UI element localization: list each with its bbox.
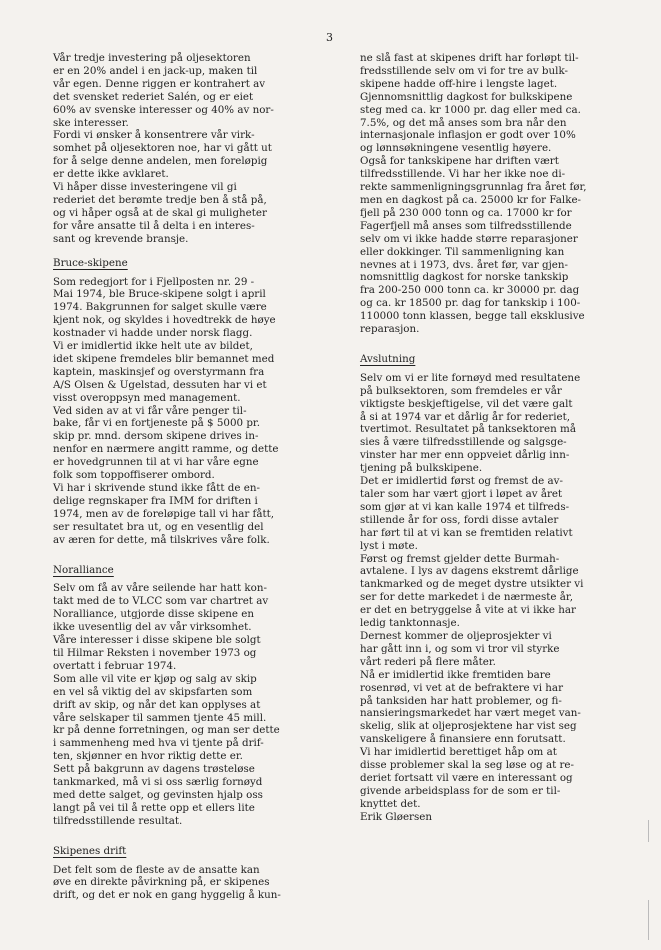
section-heading-noralliance: Noralliance xyxy=(53,563,114,576)
paragraph: Vår tredje investering på oljesektoren er en 20% andel i en jack-up, maken til vår egen. Denne riggen er kontrahert av det svensket rederiet Salén, og er eiet 60% av svenske interesser og 40% av nor- ske interesser. xyxy=(53,52,274,129)
paragraph: Sett på bakgrunn av dagens trøsteløse tankmarked, må vi si oss særlig fornøyd med dette salget, og gevinsten hjalp oss langt på vei til å rette opp et ellers lite tilfredsstillende resultat. xyxy=(53,763,263,827)
paragraph: Det er imidlertid først og fremst de av- taler som har vært gjort i løpet av året som gjør at vi kan kalle 1974 et tilfreds- stillende år for oss, fordi disse avtaler har ført til at vi kan se fremtiden relativt lyst i møte. xyxy=(360,475,573,552)
paragraph: Vi er imidlertid ikke helt ute av bildet, idet skipene fremdeles blir bemannet med kaptein, maskinsjef og overstyrmann fra A/S Olsen & Ugelstad, dessuten har vi et visst overoppsyn med management. xyxy=(53,340,275,404)
paragraph: Også for tankskipene har driften vært tilfredsstillende. Vi har her ikke noe di- rekte sammenligningsgrunnlag fra året før, men en dagkost på ca. 25000 kr for Falke- fjell på 230 000 tonn og ca. 17000 kr for Fagerfjell må anses som tilfredsstillende selv om vi ikke hadde større reparasjoner eller dokkinger. Til sammenligning kan nevnes at i 1973, dvs. året før, var gjen- nomsnittlig dagkost for norske tankskip fra 200-250 000 tonn ca. kr 30000 pr. dag og ca. kr 18500 pr. dag for tankskip i 100- 110000 tonn klassen, begge tall eksklusive reparasjon. xyxy=(360,155,587,336)
scan-edge-mark xyxy=(648,900,649,940)
paragraph: Dernest kommer de oljeprosjekter vi har gått inn i, og som vi tror vil styrke vårt rederi på flere måter. xyxy=(360,629,560,668)
paragraph: ne slå fast at skipenes drift har forløpt til- fredsstillende selv om vi for tre av bulk- skipene hadde off-hire i lengste laget. xyxy=(360,52,579,90)
paragraph: Nå er imidlertid ikke fremtiden bare rosenrød, vi vet at de befraktere vi har på tanksiden har hatt problemer, og fi- nansieringsmarkedet har vært meget van- skelig, slik at oljeprosjektene har vist seg vanskeligere å finansiere enn forutsatt. xyxy=(360,668,581,746)
paragraph: Som alle vil vite er kjøp og salg av skip en vel så viktig del av skipsfarten som drift av skip, og når det kan opplyses at våre selskaper til sammen tjente 45 mill. kr på denne forretningen, og man ser dette i sammenheng med hva vi tjente på drif- ten, skjønner en hvor riktig dette er. xyxy=(53,672,280,763)
signature: Erik Gløersen xyxy=(360,810,432,823)
paragraph: Selv om vi er lite fornøyd med resultatene på bulksektoren, som fremdeles er vår viktigste beskjeftigelse, vil det være galt å si at 1974 var et dårlig år for rederiet, tvertimot. Resultatet på tanksektoren må sies å være tilfredsstillende og salgsge- vinster har mer enn oppveiet dårlig inn- tjening på bulkskipene. xyxy=(360,371,581,475)
paragraph: Vi har i skrivende stund ikke fått de en- delige regnskaper fra IMM for driften i 1974, men av de foreløpige tall vi har fått, ser resultatet bra ut, og en vesentlig del av æren for dette, må tilskrives våre folk. xyxy=(53,482,275,546)
paragraph: Vi har imidlertid berettiget håp om at disse problemer skal la seg løse og at re- deriet fortsatt vil være en interessant og givende arbeidsplass for de som er til- knyttet det. xyxy=(360,746,574,810)
left-column xyxy=(53,52,321,902)
paragraph: Først og fremst gjelder dette Burmah- avtalene. I lys av dagens ekstremt dårlige tankmarked og de meget dystre utsikter vi ser for dette markedet i de nærmeste år, er det en betryggelse å vite at vi ikke har ledig tanktonnasje. xyxy=(360,552,584,630)
section-heading-bruce: Bruce-skipene xyxy=(53,256,128,269)
scan-edge-mark xyxy=(648,820,649,842)
section-heading-skipenes-drift: Skipenes drift xyxy=(53,844,127,857)
section-heading-avslutning: Avslutning xyxy=(360,352,416,365)
right-column xyxy=(360,52,622,824)
paragraph: Det felt som de fleste av de ansatte kan øve en direkte påvirkning på, er skipenes drift, og det er nok en gang hyggelig å kun- xyxy=(53,863,281,902)
page-number: 3 xyxy=(326,31,333,44)
paragraph: Som redegjort for i Fjellposten nr. 29 - Mai 1974, ble Bruce-skipene solgt i april 1974. Bakgrunnen for salget skulle være kjent nok, og skyldes i hovedtrekk de høye kostnader vi hadde under norsk flagg. xyxy=(53,275,276,340)
paragraph: Gjennomsnittlig dagkost for bulkskipene steg med ca. kr 1000 pr. dag eller med ca. 7.5%, og det må anses som bra når den internasjonale inflasjon er godt over 10% og lønnsøkningene vesentlig høyere. xyxy=(360,90,581,155)
paragraph: Fordi vi ønsker å konsentrere vår virk- somhet på oljesektoren noe, har vi gått ut for å selge denne andelen, men foreløpig er dette ikke avklaret. xyxy=(53,129,272,181)
paragraph: Ved siden av at vi får våre penger til- bake, får vi en fortjeneste på $ 5000 pr. skip pr. mnd. dersom skipene drives in- nenfor en nærmere angitt ramme, og dette er hovedgrunnen til at vi har våre egne folk som toppoffiserer ombord. xyxy=(53,404,279,482)
paragraph: Vi håper disse investeringene vil gi rederiet det berømte tredje ben å stå på, og vi håper også at de skal gi muligheter for våre ansatte til å delta i en interes- sant og krevende bransje. xyxy=(53,181,267,245)
paragraph: Selv om få av våre seilende har hatt kon- takt med de to VLCC som var chartret av Noralliance, utgjorde disse skipene en ikke uvesentlig del av vår virksomhet. Våre interesser i disse skipene ble solgt til Hilmar Reksten i november 1973 og overtatt i februar 1974. xyxy=(53,582,269,672)
